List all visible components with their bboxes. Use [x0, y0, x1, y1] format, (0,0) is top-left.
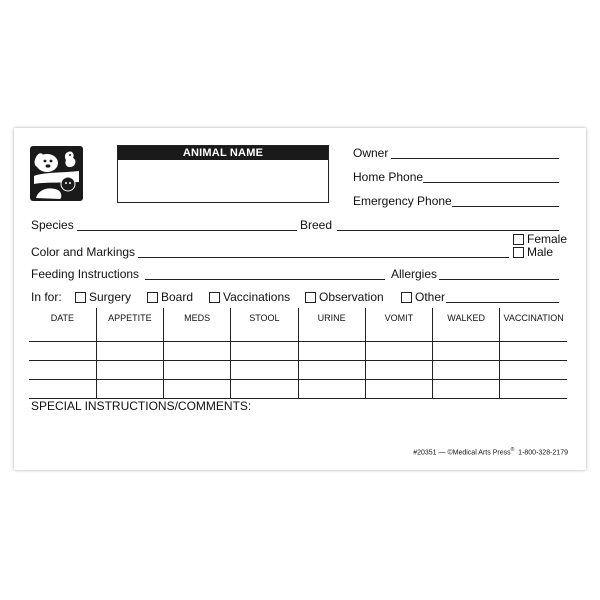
- daily-log-table: [29, 308, 567, 399]
- table-cell[interactable]: [164, 342, 231, 361]
- home-phone-field[interactable]: [423, 182, 559, 183]
- table-header-row: [29, 308, 567, 342]
- table-cell[interactable]: [365, 342, 432, 361]
- surgery-checkbox[interactable]: [75, 292, 86, 303]
- observation-label: Observation: [319, 290, 384, 304]
- table-row: [29, 342, 567, 361]
- feeding-instructions-field[interactable]: [145, 279, 385, 280]
- table-cell[interactable]: [164, 361, 231, 380]
- other-field[interactable]: [446, 302, 559, 303]
- table-row: [29, 380, 567, 399]
- table-cell[interactable]: [433, 380, 500, 399]
- registered-mark: ®: [510, 447, 515, 453]
- column-header-vaccination: VACCINATION: [500, 308, 567, 342]
- table-cell[interactable]: [29, 342, 96, 361]
- male-label: Male: [527, 245, 554, 259]
- breed-label: Breed: [300, 218, 333, 232]
- table-cell[interactable]: [365, 361, 432, 380]
- table-cell[interactable]: [500, 361, 567, 380]
- table-cell[interactable]: [298, 380, 365, 399]
- column-header-vomit: VOMIT: [365, 308, 432, 342]
- emergency-phone-label: Emergency Phone: [353, 194, 452, 208]
- special-instructions-label: SPECIAL INSTRUCTIONS/COMMENTS:: [31, 399, 252, 413]
- observation-checkbox[interactable]: [305, 292, 316, 303]
- column-header-meds: MEDS: [164, 308, 231, 342]
- table-cell[interactable]: [231, 380, 298, 399]
- table-cell[interactable]: [500, 380, 567, 399]
- owner-label: Owner: [353, 146, 389, 160]
- table-cell[interactable]: [365, 380, 432, 399]
- footer-product-code: #20351 — ©Medical Arts Press: [413, 449, 511, 457]
- male-checkbox[interactable]: [513, 247, 524, 258]
- table-cell[interactable]: [29, 380, 96, 399]
- table-cell[interactable]: [433, 342, 500, 361]
- column-header-stool: STOOL: [231, 308, 298, 342]
- color-markings-label: Color and Markings: [31, 245, 136, 259]
- column-header-walked: WALKED: [433, 308, 500, 342]
- emergency-phone-field[interactable]: [452, 206, 559, 207]
- table-cell[interactable]: [298, 361, 365, 380]
- table-cell[interactable]: [231, 342, 298, 361]
- vaccinations-label: Vaccinations: [223, 290, 291, 304]
- owner-field[interactable]: [391, 158, 559, 159]
- table-cell[interactable]: [96, 380, 163, 399]
- column-header-urine: URINE: [298, 308, 365, 342]
- species-field[interactable]: [77, 230, 297, 231]
- other-label: Other: [415, 290, 446, 304]
- allergies-field[interactable]: [439, 279, 559, 280]
- species-label: Species: [31, 218, 74, 232]
- board-checkbox[interactable]: [147, 292, 158, 303]
- animal-name-label: ANIMAL NAME: [118, 146, 328, 160]
- table-cell[interactable]: [96, 342, 163, 361]
- other-checkbox[interactable]: [401, 292, 412, 303]
- table-cell[interactable]: [164, 380, 231, 399]
- column-header-appetite: APPETITE: [96, 308, 163, 342]
- table-row: [29, 361, 567, 380]
- table-cell[interactable]: [29, 361, 96, 380]
- footer-text: [413, 447, 568, 456]
- vaccinations-checkbox[interactable]: [209, 292, 220, 303]
- feeding-instructions-label: Feeding Instructions: [31, 267, 140, 281]
- breed-field[interactable]: [337, 230, 559, 231]
- table-cell[interactable]: [231, 361, 298, 380]
- column-header-date: DATE: [29, 308, 96, 342]
- female-label: Female: [527, 232, 568, 246]
- table-cell[interactable]: [298, 342, 365, 361]
- color-markings-field[interactable]: [138, 257, 509, 258]
- footer-phone: 1-800-328-2179: [518, 449, 568, 457]
- surgery-label: Surgery: [89, 290, 132, 304]
- animal-record-card: [14, 128, 586, 470]
- in-for-label: In for:: [31, 290, 62, 304]
- table-cell[interactable]: [96, 361, 163, 380]
- female-checkbox[interactable]: [513, 234, 524, 245]
- table-cell[interactable]: [433, 361, 500, 380]
- animal-name-box[interactable]: [117, 145, 329, 203]
- allergies-label: Allergies: [391, 267, 438, 281]
- pets-logo-icon: [30, 146, 83, 201]
- board-label: Board: [161, 290, 194, 304]
- table-cell[interactable]: [500, 342, 567, 361]
- home-phone-label: Home Phone: [353, 170, 424, 184]
